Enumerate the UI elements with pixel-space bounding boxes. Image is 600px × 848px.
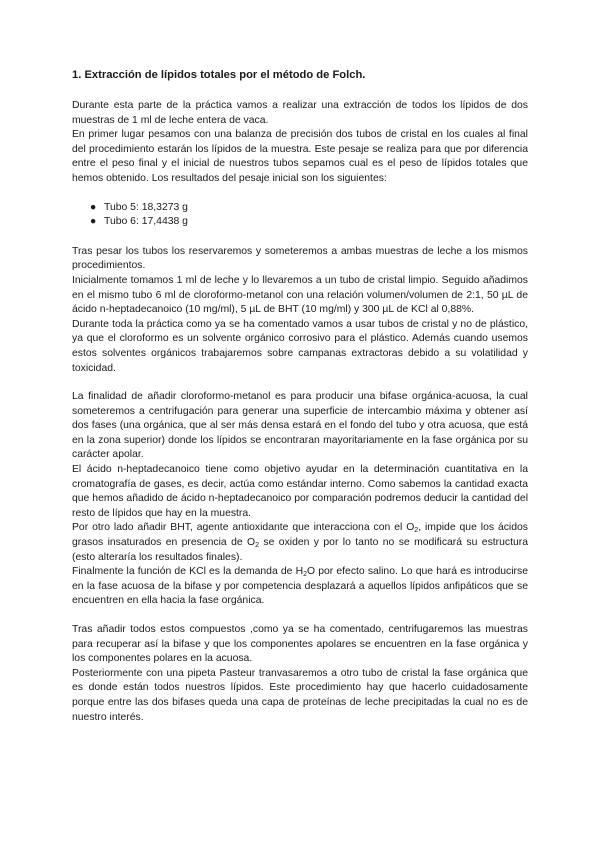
subscript-2: 2 xyxy=(414,527,419,535)
bht-text-b: , impide que los ácidos grasos insaturados en presencia de O xyxy=(72,522,528,549)
bht-text-c: se oxiden y por lo tanto no se modificará su estructura (esto alteraría los resultados finales). xyxy=(72,537,528,563)
closing-paragraph-2: Posteriormente con una pipeta Pasteur tranvasaremos a otro tubo de cristal la fase orgánica que es donde están todos nuestros lípidos. Este procedimiento hay que hacerlo cuidadosamente porque entre las dos bifases queda una capa de proteínas de leche precipitadas la cual no es de nuestro interés. xyxy=(72,667,528,723)
procedure-paragraph-3: Durante toda la práctica como ya se ha comentado vamos a usar tubos de cristal y no de plástico, ya que el cloroformo es un solvente orgánico corrosivo para el plástico. Además cuando usemos estos solventes orgánicos trabajaremos sobre campanas extractoras debido a su volatilidad y toxicidad. xyxy=(72,318,528,374)
procedure-paragraph-2: Inicialmente tomamos 1 ml de leche y lo llevaremos a un tubo de cristal limpio. Seguido añadimos en el mismo tubo 6 ml de cloroformo-metanol con una relación volumen/volumen de 2:1, 50 µL de ácido n-heptadecanoico (10 mg/ml), 5 µL de BHT (10 mg/ml) y 300 µL de KCl al 0,88%. xyxy=(72,274,528,316)
list-item xyxy=(90,215,528,230)
bht-text-a: Por otro lado añadir BHT, agente antioxidante que interacciona con el O xyxy=(72,522,415,534)
paragraph-gap xyxy=(72,609,528,623)
purpose-paragraph-3 xyxy=(72,521,528,565)
tube-5-weight: Tubo 5: 18,3273 g xyxy=(104,201,188,213)
list-item xyxy=(90,201,528,216)
section-title: 1. Extracción de lípidos totales por el método de Folch. xyxy=(72,69,366,81)
intro-paragraph-2: En primer lugar pesamos con una balanza de precisión dos tubos de cristal en los cuales al final del procedimiento estarán los lípidos de la muestra. Este pesaje se realiza para que por diferencia entre el peso final y el inicial de nuestros tubos sepamos cual es el peso de lípidos totales que hemos obtenido. Los resultados del pesaje inicial son los siguientes: xyxy=(72,129,528,184)
procedure-paragraph-1: Tras pesar los tubos los reservaremos y someteremos a ambas muestras de leche a los mismos procedimientos. xyxy=(72,245,528,272)
tube-6-weight: Tubo 6: 17,4438 g xyxy=(104,216,188,228)
purpose-paragraph-4 xyxy=(72,565,528,609)
tube-weights-list xyxy=(72,201,528,230)
subscript-2: 2 xyxy=(303,571,307,579)
bullet-icon: ● xyxy=(90,216,97,228)
paragraph-gap xyxy=(72,376,528,390)
purpose-paragraph-2: El ácido n-heptadecanoico tiene como objetivo ayudar en la determinación cuantitativa en la cromatografía de gases, es decir, actúa como estándar interno. Como sabemos la cantidad exacta que hemos añadido de ácido n-heptadecanoico por comparación podremos deducir la cantidad del resto de lípidos que hay en la muestra. xyxy=(72,464,528,519)
subscript-2: 2 xyxy=(255,542,260,550)
purpose-paragraph-1: La finalidad de añadir cloroformo-metanol es para producir una bifase orgánica-acuosa, la cual someteremos a centrifugación para generar una superficie de intercambio máxima y obtener así dos fases (una orgánica, que al ser más densa estará en el fondo del tubo y otra acuosa, que está en la zona superior) donde los lípidos se encontraran mayoritariamente en la fase orgánica por su carácter apolar. xyxy=(72,391,528,461)
closing-paragraph-1: Tras añadir todos estos compuestos ,como ya se ha comentado, centrifugaremos las muestras para recuperar así la bifase y que los componentes apolares se encuentren en la fase orgánica y los componentes polares en la acuosa. xyxy=(72,624,528,665)
kcl-text-b: O por efecto salino. Lo que hará es introducirse en la fase acuosa de la bifase y por competencia desplazará a aquellos lípidos anfipáticos que se encuentren en ella hacia la fase orgánica. xyxy=(72,566,528,607)
kcl-text-a: Finalmente la función de KCl es la demanda de H xyxy=(72,566,304,578)
intro-paragraph-1: Durante esta parte de la práctica vamos a realizar una extracción de todos los lípidos de dos muestras de 1 ml de leche entera de vaca. xyxy=(72,100,528,126)
bullet-icon: ● xyxy=(90,201,97,213)
